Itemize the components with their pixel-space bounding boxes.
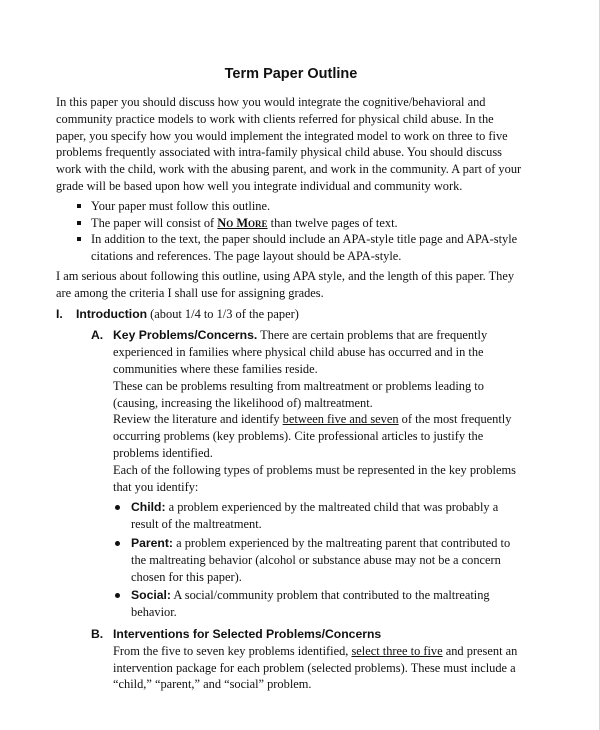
- interventions-heading: Interventions for Selected Problems/Concerns: [113, 626, 382, 641]
- problem-type-term: Social:: [131, 588, 171, 603]
- no-more-emphasis: No More: [217, 215, 268, 230]
- three-five-underlined: select three to five: [351, 643, 443, 658]
- requirement-length: [77, 215, 526, 232]
- five-seven-underlined: between five and seven: [282, 412, 399, 427]
- review-post: of the most frequently occurring problems (key problems). Cite professional articles to justify the problems identified.: [113, 412, 512, 460]
- interventions-heading-line: [113, 626, 526, 643]
- problem-type-term: Child:: [131, 500, 166, 515]
- requirement-outline: Your paper must follow this outline.: [77, 198, 526, 215]
- serious-paragraph: I am serious about following this outline, using APA style, and the length of this paper. They are among the criteria I shall use for assigning grades.: [56, 268, 515, 300]
- problem-type-child: [113, 499, 526, 533]
- problem-type-desc: A social/community problem that contributed to the maltreating behavior.: [131, 588, 490, 620]
- interventions-post: and present an intervention package for each problem (selected problems). These must include a “child,” “parent,” and “social” problem.: [113, 643, 518, 692]
- document-title: Term Paper Outline: [224, 66, 358, 82]
- requirement-apa: In addition to the text, the paper should include an APA-style title page and APA-style citations and references. The page layout should be APA-style.: [77, 231, 526, 265]
- subsection-label-a: A.: [91, 328, 104, 343]
- section-number: I.: [56, 306, 63, 321]
- requirements-list: [56, 198, 526, 265]
- key-problems-review: [113, 411, 526, 461]
- subsection-label-b: B.: [91, 626, 104, 641]
- section-heading: Introduction: [76, 306, 148, 321]
- key-problems-types: Each of the following types of problems must be represented in the key problems that you identify:: [113, 462, 516, 494]
- problem-type-desc: a problem experienced by the maltreating parent that contributed to the maltreating behavior (alcohol or substance abuse may not be a concern chosen for this paper).: [131, 535, 511, 584]
- problem-type-desc: a problem experienced by the maltreated child that was probably a result of the maltreatment.: [131, 500, 499, 532]
- requirement-length-pre: The paper will consist of: [91, 215, 218, 230]
- key-problems-text: There are certain problems that are frequently experienced in families where physical child abuse has occurred and in the communities where these families reside.: [113, 328, 488, 376]
- key-problems-heading: Key Problems/Concerns.: [113, 328, 258, 343]
- problem-type-term: Parent:: [131, 535, 173, 550]
- problem-type-social: [113, 587, 526, 621]
- problem-types-list: [113, 499, 526, 621]
- subsection-key-problems: [76, 327, 526, 621]
- section-introduction: [56, 306, 526, 694]
- section-note: (about 1/4 to 1/3 of the paper): [147, 306, 299, 321]
- interventions-pre: From the five to seven key problems identified,: [113, 643, 352, 658]
- key-problems-causes: These can be problems resulting from maltreatment or problems leading to (causing, increasing the likelihood of) maltreatment.: [113, 378, 484, 410]
- subsection-interventions: [76, 626, 526, 693]
- requirement-length-post: than twelve pages of text.: [267, 215, 398, 230]
- intro-paragraph: In this paper you should discuss how you would integrate the cognitive/behavioral and community practice models to work with clients referred for physical child abuse. In the paper, you specify how you would implement the integrated model to work on three to five problems frequently associated with intra-family physical child abuse. You should discuss work with the child, work with the abusing parent, and work in the community. A part of your grade will be based upon how well you integrate individual and community work.: [56, 95, 522, 193]
- interventions-text: [113, 643, 526, 693]
- document-content: [56, 64, 526, 693]
- review-pre: Review the literature and identify: [113, 412, 283, 427]
- key-problems-intro: [113, 327, 526, 377]
- problem-type-parent: [113, 535, 526, 585]
